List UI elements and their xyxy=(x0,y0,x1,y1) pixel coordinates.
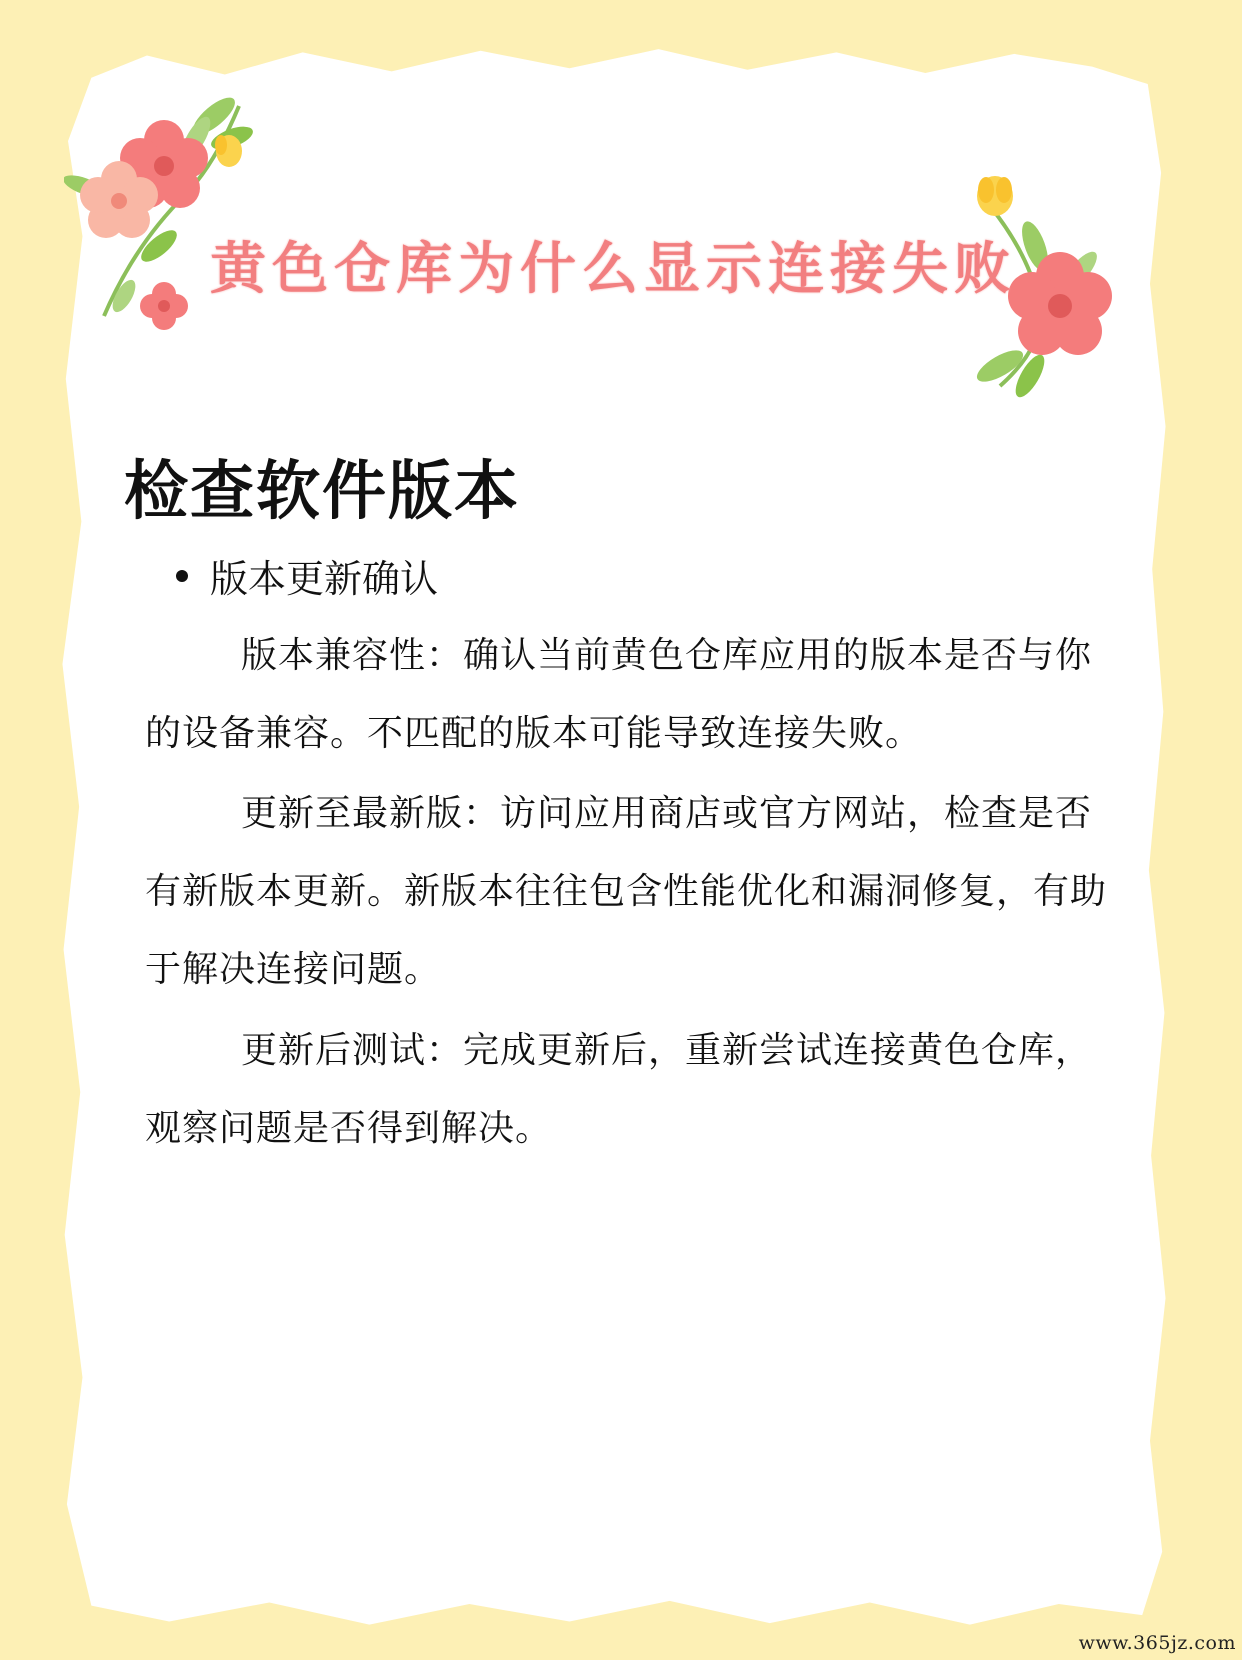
paragraph-test: 更新后测试：完成更新后，重新尝试连接黄色仓库，观察问题是否得到解决。 xyxy=(145,1030,1093,1149)
watermark: www.365jz.com xyxy=(1078,1632,1236,1654)
paragraph-compatibility: 版本兼容性：确认当前黄色仓库应用的版本是否与你的设备兼容。不匹配的版本可能导致连接失败。 xyxy=(145,635,1093,754)
bullet-item xyxy=(176,548,438,603)
paragraph-update: 更新至最新版：访问应用商店或官方网站，检查是否有新版本更新。新版本往往包含性能优化和漏洞修复，有助于解决连接问题。 xyxy=(145,793,1108,990)
flower-bouquet-left-icon xyxy=(64,86,264,346)
bullet-label: 版本更新确认 xyxy=(210,557,439,601)
section-heading: 检查软件版本 xyxy=(124,455,520,529)
banner-title: 黄色仓库为什么显示连接失败 xyxy=(210,237,1016,302)
bullet-dot-icon xyxy=(176,570,188,582)
